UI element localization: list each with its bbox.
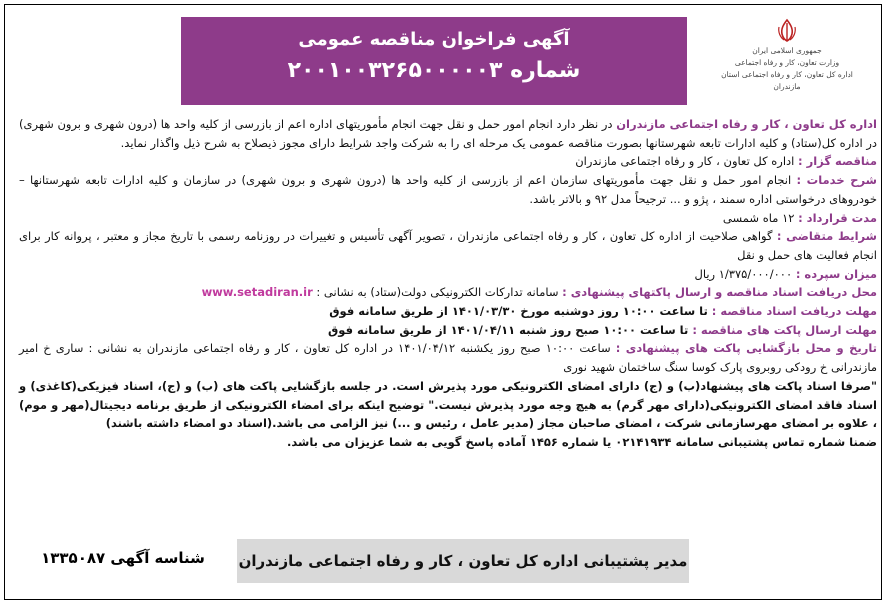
- deposit-amount-label: میزان سپرده :: [795, 266, 877, 281]
- support-contact-note: ضمنا شماره تماس پشتیبانی سامانه ۰۲۱۴۱۹۳۴ یا شماره ۱۴۵۶ آماده پاسخ گویی به شما عزیزان می باشد.: [287, 434, 877, 449]
- opening-date-row: [19, 339, 877, 376]
- contract-duration-value: ۱۲ ماه شمسی: [722, 210, 799, 225]
- contract-duration-row: [19, 209, 877, 228]
- notice-title: آگهی فراخوان مناقصه عمومی: [298, 29, 570, 50]
- electronic-signature-note: "صرفا اسناد پاکت های پیشنهاد(ب) و (ج) دارای امضای الکترونیکی مورد پذیرش است. در جلسه بازگشایی پاکت های (ب) و (ج)، اسناد فیزیکی(کاغذی) و اسناد فاقد امضای الکترونیکی(دارای مهر گرم) به هیچ وجه مورد پذیرش نیست." توضیح اینکه برای امضاء الکترونیکی از طریق برنامه دیجیتال(مهر و موم) ، علاوه بر امضای مهرسازمانی شرکت ، امضای صاحبان مجاز (مدیر عامل ، رئیس و ...) نیز الزامی می باشد.(اسناد دو امضاء داشته باشند): [19, 378, 877, 431]
- intro-paragraph: [19, 115, 877, 152]
- deposit-amount-value: ۱/۳۷۵/۰۰۰/۰۰۰ ریال: [694, 266, 796, 281]
- submission-deadline-row: [19, 321, 877, 340]
- iran-emblem-icon: [773, 17, 801, 45]
- tender-party-row: [19, 152, 877, 171]
- logo-line-country: جمهوری اسلامی ایران: [752, 46, 822, 55]
- intro-text: در نظر دارد انجام امور حمل و نقل جهت انجام مأموریتهای اداره اعم از بازرسی از کلیه واحد ها (درون شهری و برون شهری) در اداره کل(ستاد) و کلیه ادارات تابعه شهرستانها بصورت مناقصه عمومی یک مرحله ای را به شرکت واجد شرایط دارای مجوز ذیصلاح به شرح ذیل واگذار نماید.: [19, 117, 877, 150]
- notice-frame: [4, 4, 882, 600]
- applicant-conditions-label: شرایط متقاضی :: [776, 229, 877, 244]
- service-description-value: انجام امور حمل و نقل جهت مأموریتهای سازمان اعم از بازرسی از کلیه واحد ها (درون شهری و برون شهری) در سازمان و کلیه ادارات تابعه شهرستانها – خودروهای درخواستی اداره سمند ، پژو و ... ترجیحاً مدل ۹۲ و بالاتر باشد.: [19, 173, 877, 206]
- submission-deadline-value: تا ساعت ۱۰:۰۰ صبح روز شنبه ۱۴۰۱/۰۴/۱۱ از طریق سامانه فوق: [327, 322, 693, 337]
- document-deadline-value: تا ساعت ۱۰:۰۰ روز دوشنبه مورخ ۱۴۰۱/۰۳/۳۰ از طریق سامانه فوق: [329, 304, 712, 319]
- opening-date-label: تاریخ و محل بازگشایی پاکت های پیشنهادی :: [615, 341, 877, 356]
- setad-row: [19, 283, 877, 302]
- logo-line-department: اداره کل تعاون، کار و رفاه اجتماعی استان مازندران: [721, 70, 853, 91]
- signature-box: مدیر پشتیبانی اداره کل تعاون ، کار و رفاه اجتماعی مازندران: [237, 539, 689, 583]
- logo-line-ministry: وزارت تعاون، کار و رفاه اجتماعی: [734, 58, 840, 67]
- setad-text: سامانه تدارکات الکترونیکی دولت(ستاد) به نشانی :: [312, 285, 563, 300]
- tender-number: شماره ۲۰۰۱۰۰۳۲۶۵۰۰۰۰۰۳: [287, 58, 581, 83]
- applicant-conditions-value: گواهی صلاحیت از اداره کل تعاون ، کار و رفاه اجتماعی مازندران ، تصویر آگهی تأسیس و تغییرات در روزنامه رسمی با تاریخ مجاز و معتبر ، پروانه کار برای انجام فعالیت های حمل و نقل: [19, 229, 877, 262]
- setad-label: محل دریافت اسناد مناقصه و ارسال پاکتهای پیشنهادی :: [562, 285, 877, 300]
- deposit-amount-row: [19, 265, 877, 284]
- opening-date-value: ساعت ۱۰:۰۰ صبح روز یکشنبه ۱۴۰۱/۰۴/۱۲ در اداره کل تعاون ، کار و رفاه اجتماعی مازندران به نشانی : ساری خ امیر مازندرانی خ رودکی روبروی پارک کوسا سنگ ساختمان شهید نوری: [19, 341, 877, 375]
- applicant-conditions-row: [19, 227, 877, 264]
- notice-header: [181, 17, 687, 105]
- tender-party-label: مناقصه گزار :: [798, 154, 877, 169]
- service-description-label: شرح خدمات :: [796, 173, 877, 188]
- intro-org-name: اداره کل تعاون ، کار و رفاه اجتماعی مازندران: [616, 117, 877, 131]
- notice-body: [19, 115, 877, 452]
- setad-website-link[interactable]: www.setadiran.ir: [201, 285, 313, 300]
- document-deadline-label: مهلت دریافت اسناد مناقصه :: [711, 304, 877, 319]
- service-description-row: [19, 171, 877, 208]
- submission-deadline-label: مهلت ارسال پاکت های مناقصه :: [692, 322, 877, 337]
- ministry-logo: [707, 17, 867, 107]
- ad-identifier: شناسه آگهی ۱۳۳۵۰۸۷: [41, 549, 205, 567]
- document-deadline-row: [19, 302, 877, 321]
- tender-party-value: اداره کل تعاون ، کار و رفاه اجتماعی مازندران: [575, 154, 799, 169]
- contract-duration-label: مدت قرارداد :: [798, 210, 877, 225]
